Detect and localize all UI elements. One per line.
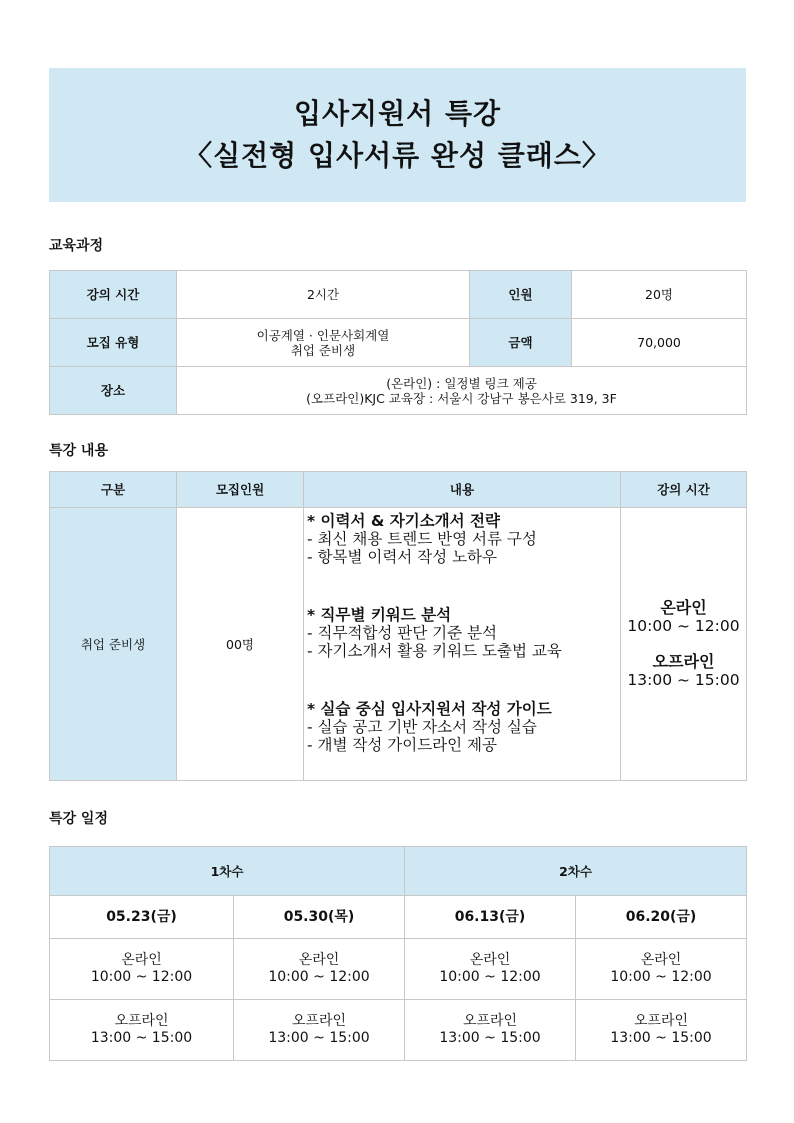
content-block: [307, 700, 620, 754]
offline-label: 오프라인: [462, 1013, 518, 1029]
lecture-time-cell: [621, 508, 747, 781]
title-line-2: 〈실전형 입사서류 완성 클래스〉: [184, 139, 611, 172]
online-session-cell: [50, 939, 234, 1000]
online-time: 10:00 ~ 12:00: [90, 969, 193, 985]
content-block-line: - 개별 작성 가이드라인 제공: [307, 736, 498, 754]
title-line-1: 입사지원서 특강: [293, 97, 502, 130]
offline-time: 13:00 ~ 15:00: [90, 1030, 193, 1046]
online-session-cell: [576, 939, 747, 1000]
table-row: [50, 367, 747, 415]
table-row: [50, 1000, 747, 1061]
content-block-line: - 항목별 이력서 작성 노하우: [307, 548, 498, 566]
online-time: 10:00 ~ 12:00: [268, 969, 370, 985]
header-category: 구분: [50, 472, 177, 508]
offline-time: 13:00 ~ 15:00: [627, 671, 740, 689]
place-value: [177, 367, 747, 415]
online-session-cell: [234, 939, 405, 1000]
people-value: 20명: [572, 271, 747, 319]
schedule-table: [49, 846, 747, 1061]
online-time: 10:00 ~ 12:00: [627, 617, 740, 635]
content-block-line: - 자기소개서 활용 키워드 도출법 교육: [307, 642, 562, 660]
content-block-title: * 이력서 & 자기소개서 전략: [307, 512, 500, 530]
content-block-line: - 최신 채용 트렌드 반영 서류 구성: [307, 530, 537, 548]
lecture-time-label: 강의 시간: [50, 271, 177, 319]
content-block-title: * 실습 중심 입사지원서 작성 가이드: [307, 700, 552, 718]
content-block: [307, 606, 620, 660]
header-lecture-time: 강의 시간: [621, 472, 747, 508]
recruit-type-label: 모집 유형: [50, 319, 177, 367]
offline-label: 오프라인: [633, 1013, 689, 1029]
section-title-content: 특강 내용: [49, 443, 108, 459]
table-row: [50, 939, 747, 1000]
section-title-schedule: 특강 일정: [49, 811, 108, 827]
section-title-education: 교육과정: [49, 238, 104, 254]
date-cell: 05.23(금): [50, 896, 234, 939]
content-table: [49, 471, 747, 781]
offline-label: 오프라인: [114, 1013, 169, 1029]
round-1-header: 1차수: [50, 847, 405, 896]
price-label: 금액: [470, 319, 572, 367]
table-row: [50, 508, 747, 781]
place-line-1: (온라인) : 일정별 링크 제공: [386, 375, 537, 391]
recruit-type-line-2: 취업 준비생: [290, 342, 356, 358]
recruit-type-line-1: 이공계열 · 인문사회계열: [256, 327, 390, 343]
online-label: 온라인: [121, 952, 162, 968]
table-row: [50, 271, 747, 319]
table-header-row: [50, 847, 747, 896]
offline-session-cell: [234, 1000, 405, 1061]
table-row: [50, 319, 747, 367]
offline-session-cell: [50, 1000, 234, 1061]
online-label: 온라인: [298, 952, 340, 968]
offline-label: 오프라인: [652, 652, 715, 671]
content-description: [304, 508, 621, 781]
people-label: 인원: [470, 271, 572, 319]
header-content: 내용: [304, 472, 621, 508]
place-label: 장소: [50, 367, 177, 415]
lecture-time-value: 2시간: [177, 271, 470, 319]
category-value: 취업 준비생: [50, 508, 177, 781]
table-row: [50, 896, 747, 939]
place-line-2: (오프라인)KJC 교육장 : 서울시 강남구 봉은사로 319, 3F: [306, 390, 617, 406]
offline-label: 오프라인: [291, 1013, 347, 1029]
date-cell: 06.20(금): [576, 896, 747, 939]
online-label: 온라인: [640, 952, 682, 968]
online-label: 온라인: [660, 598, 707, 617]
table-header-row: [50, 472, 747, 508]
offline-time: 13:00 ~ 15:00: [268, 1030, 370, 1046]
content-block-line: - 실습 공고 기반 자소서 작성 실습: [307, 718, 537, 736]
offline-session-cell: [405, 1000, 576, 1061]
online-time: 10:00 ~ 12:00: [439, 969, 541, 985]
date-cell: 06.13(금): [405, 896, 576, 939]
header-recruit-count: 모집인원: [177, 472, 304, 508]
offline-session-cell: [576, 1000, 747, 1061]
date-cell: 05.30(목): [234, 896, 405, 939]
online-session-cell: [405, 939, 576, 1000]
price-value: 70,000: [572, 319, 747, 367]
recruit-type-value: [177, 319, 470, 367]
round-2-header: 2차수: [405, 847, 747, 896]
content-block: [307, 512, 620, 566]
title-banner: [49, 68, 746, 202]
content-block-line: - 직무적합성 판단 기준 분석: [307, 624, 498, 642]
recruit-count-value: 00명: [177, 508, 304, 781]
offline-time: 13:00 ~ 15:00: [610, 1030, 712, 1046]
content-block-title: * 직무별 키워드 분석: [307, 606, 452, 624]
education-table: [49, 270, 747, 415]
online-time: 10:00 ~ 12:00: [610, 969, 712, 985]
offline-time: 13:00 ~ 15:00: [439, 1030, 541, 1046]
online-label: 온라인: [469, 952, 511, 968]
